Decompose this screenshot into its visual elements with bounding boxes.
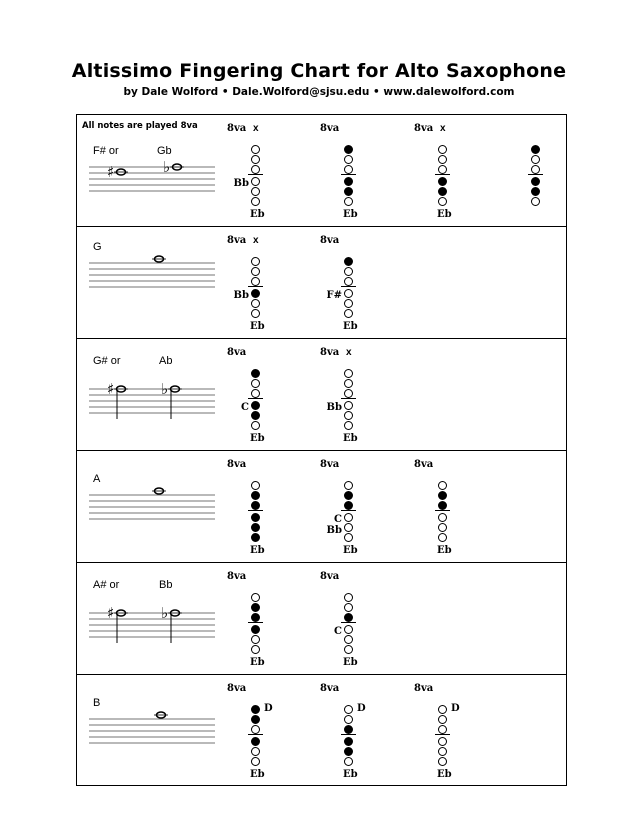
hand-divider xyxy=(341,734,356,735)
note-name-label: G xyxy=(93,241,102,253)
hand-divider xyxy=(528,174,543,175)
sharp-sign: ♯ xyxy=(107,380,115,398)
key-closed xyxy=(344,257,353,266)
note-head xyxy=(152,488,166,494)
note-head xyxy=(107,163,128,181)
alternate-key-label: Bb xyxy=(326,402,342,413)
key-open xyxy=(251,379,260,388)
key-closed xyxy=(344,177,353,186)
key-open xyxy=(438,155,447,164)
key-open xyxy=(251,747,260,756)
hand-divider xyxy=(341,622,356,623)
key-closed xyxy=(531,187,540,196)
alternate-key-label: C xyxy=(241,402,249,413)
low-key-label: Eb xyxy=(250,433,265,444)
chart-note: All notes are played 8va xyxy=(82,121,198,131)
note-row xyxy=(77,675,566,787)
key-open xyxy=(344,523,353,532)
low-key-label: Eb xyxy=(343,321,358,332)
key-closed xyxy=(251,491,260,500)
octave-marking: 8va xyxy=(320,683,340,694)
low-key-label: Eb xyxy=(343,545,358,556)
key-open xyxy=(251,757,260,766)
low-key-label: Eb xyxy=(250,545,265,556)
key-open xyxy=(344,379,353,388)
fingering-diagram xyxy=(320,571,380,671)
fingering-diagram xyxy=(414,683,474,783)
note-name-label: A xyxy=(93,473,101,485)
key-closed xyxy=(438,491,447,500)
side-key-x-mark: x xyxy=(253,235,259,246)
key-open xyxy=(344,289,353,298)
palm-key-label: D xyxy=(357,703,366,714)
hand-divider xyxy=(248,510,263,511)
key-closed xyxy=(251,613,260,622)
key-open xyxy=(344,197,353,206)
key-closed xyxy=(344,145,353,154)
key-closed xyxy=(251,369,260,378)
key-closed xyxy=(344,725,353,734)
key-closed xyxy=(251,533,260,542)
low-key-label: Eb xyxy=(250,321,265,332)
octave-marking: 8va xyxy=(320,571,340,582)
key-open xyxy=(344,267,353,276)
fingering-diagram xyxy=(507,123,567,223)
music-staff xyxy=(89,719,229,799)
note-name-label: Bb xyxy=(159,579,173,591)
key-open xyxy=(344,155,353,164)
fingering-diagram xyxy=(414,459,474,559)
low-key-label: Eb xyxy=(343,433,358,444)
key-open xyxy=(344,401,353,410)
fingering-chart xyxy=(76,114,567,786)
low-key-label: Eb xyxy=(343,209,358,220)
key-open xyxy=(251,197,260,206)
fingering-diagram xyxy=(227,459,287,559)
fingering-diagram xyxy=(414,123,474,223)
fingering-diagram xyxy=(227,683,287,783)
low-key-label: Eb xyxy=(343,657,358,668)
side-key-x-mark: x xyxy=(253,123,259,134)
octave-marking: 8va xyxy=(227,347,247,358)
key-open xyxy=(251,725,260,734)
key-closed xyxy=(344,187,353,196)
key-closed xyxy=(438,177,447,186)
note-name-label: B xyxy=(93,697,101,709)
key-closed xyxy=(251,705,260,714)
key-open xyxy=(344,309,353,318)
key-open xyxy=(344,603,353,612)
hand-divider xyxy=(248,734,263,735)
key-open xyxy=(251,145,260,154)
octave-marking: 8va xyxy=(227,571,247,582)
octave-marking: 8va xyxy=(320,235,340,246)
key-open xyxy=(251,593,260,602)
low-key-label: Eb xyxy=(437,209,452,220)
flat-sign: ♭ xyxy=(163,158,171,176)
key-closed xyxy=(344,491,353,500)
key-closed xyxy=(251,401,260,410)
alternate-key-label: Bb xyxy=(233,178,249,189)
key-open xyxy=(531,197,540,206)
key-open xyxy=(438,197,447,206)
note-row xyxy=(77,227,566,339)
key-closed xyxy=(531,145,540,154)
fingering-diagram xyxy=(320,459,380,559)
key-open xyxy=(344,421,353,430)
note-head xyxy=(154,712,168,718)
fingering-diagram xyxy=(227,123,287,223)
key-open xyxy=(438,513,447,522)
key-open xyxy=(438,757,447,766)
note-name-label: F# or xyxy=(93,145,119,157)
octave-marking: 8va xyxy=(320,347,340,358)
key-closed xyxy=(251,523,260,532)
key-open xyxy=(438,165,447,174)
fingering-diagram xyxy=(320,683,380,783)
key-open xyxy=(251,299,260,308)
fingering-diagram xyxy=(320,235,380,335)
key-open xyxy=(344,705,353,714)
key-closed xyxy=(251,411,260,420)
fingering-diagram xyxy=(320,347,380,447)
hand-divider xyxy=(248,622,263,623)
key-open xyxy=(344,299,353,308)
alternate-key-label: C Bb xyxy=(326,514,342,536)
octave-marking: 8va xyxy=(414,123,434,134)
key-open xyxy=(251,481,260,490)
hand-divider xyxy=(435,734,450,735)
key-open xyxy=(344,389,353,398)
key-open xyxy=(344,593,353,602)
key-closed xyxy=(344,613,353,622)
octave-marking: 8va xyxy=(320,123,340,134)
key-open xyxy=(251,389,260,398)
note-name-label: Gb xyxy=(157,145,172,157)
key-open xyxy=(344,635,353,644)
key-open xyxy=(251,257,260,266)
low-key-label: Eb xyxy=(250,657,265,668)
key-open xyxy=(344,165,353,174)
page-title: Altissimo Fingering Chart for Alto Saxophone xyxy=(71,60,567,82)
key-open xyxy=(344,757,353,766)
key-open xyxy=(251,645,260,654)
key-closed xyxy=(251,625,260,634)
key-open xyxy=(438,481,447,490)
low-key-label: Eb xyxy=(437,545,452,556)
note-row xyxy=(77,339,566,451)
key-open xyxy=(344,411,353,420)
key-closed xyxy=(438,187,447,196)
key-open xyxy=(251,421,260,430)
key-closed xyxy=(251,603,260,612)
key-closed xyxy=(251,501,260,510)
key-open xyxy=(438,533,447,542)
page-subtitle: by Dale Wolford • Dale.Wolford@sjsu.edu • www.dalewolford.com xyxy=(123,86,515,98)
key-closed xyxy=(251,289,260,298)
octave-marking: 8va xyxy=(414,459,434,470)
octave-marking: 8va xyxy=(227,683,247,694)
key-open xyxy=(344,715,353,724)
key-open xyxy=(344,533,353,542)
note-row xyxy=(77,563,566,675)
key-open xyxy=(251,309,260,318)
key-open xyxy=(251,277,260,286)
octave-marking: 8va xyxy=(227,123,247,134)
key-open xyxy=(344,513,353,522)
key-closed xyxy=(344,747,353,756)
key-closed xyxy=(438,501,447,510)
octave-marking: 8va xyxy=(227,235,247,246)
low-key-label: Eb xyxy=(343,769,358,780)
alternate-key-label: F# xyxy=(326,290,342,301)
hand-divider xyxy=(248,398,263,399)
side-key-x-mark: x xyxy=(346,347,352,358)
octave-marking: 8va xyxy=(227,459,247,470)
key-open xyxy=(344,369,353,378)
hand-divider xyxy=(341,174,356,175)
key-open xyxy=(251,155,260,164)
key-open xyxy=(251,177,260,186)
palm-key-label: D xyxy=(451,703,460,714)
note-name-label: A# or xyxy=(93,579,120,591)
key-open xyxy=(438,737,447,746)
key-closed xyxy=(531,177,540,186)
alternate-key-label: Bb xyxy=(233,290,249,301)
key-open xyxy=(438,715,447,724)
key-open xyxy=(251,165,260,174)
low-key-label: Eb xyxy=(437,769,452,780)
key-closed xyxy=(251,513,260,522)
key-open xyxy=(531,155,540,164)
key-open xyxy=(344,277,353,286)
sharp-sign: ♯ xyxy=(107,604,115,622)
key-open xyxy=(438,705,447,714)
key-open xyxy=(438,145,447,154)
fingering-diagram xyxy=(227,571,287,671)
low-key-label: Eb xyxy=(250,209,265,220)
key-closed xyxy=(251,737,260,746)
fingering-diagram xyxy=(227,235,287,335)
flat-sign: ♭ xyxy=(161,380,169,398)
flat-sign: ♭ xyxy=(161,604,169,622)
palm-key-label: D xyxy=(264,703,273,714)
hand-divider xyxy=(341,286,356,287)
sharp-sign: ♯ xyxy=(107,163,115,181)
alternate-key-label: C xyxy=(334,626,342,637)
note-row xyxy=(77,451,566,563)
key-open xyxy=(251,635,260,644)
key-open xyxy=(438,725,447,734)
octave-marking: 8va xyxy=(320,459,340,470)
fingering-diagram xyxy=(227,347,287,447)
hand-divider xyxy=(341,398,356,399)
key-closed xyxy=(344,501,353,510)
key-open xyxy=(531,165,540,174)
key-open xyxy=(438,747,447,756)
key-open xyxy=(344,625,353,634)
note-name-label: Ab xyxy=(159,355,173,367)
side-key-x-mark: x xyxy=(440,123,446,134)
key-closed xyxy=(344,737,353,746)
hand-divider xyxy=(435,510,450,511)
key-open xyxy=(344,645,353,654)
octave-marking: 8va xyxy=(414,683,434,694)
hand-divider xyxy=(341,510,356,511)
hand-divider xyxy=(248,174,263,175)
key-open xyxy=(344,481,353,490)
music-staff xyxy=(89,263,229,343)
key-open xyxy=(251,187,260,196)
key-open xyxy=(251,267,260,276)
hand-divider xyxy=(435,174,450,175)
note-row xyxy=(77,115,566,227)
note-name-label: G# or xyxy=(93,355,121,367)
low-key-label: Eb xyxy=(250,769,265,780)
hand-divider xyxy=(248,286,263,287)
fingering-diagram xyxy=(320,123,380,223)
note-head xyxy=(152,256,166,262)
key-open xyxy=(438,523,447,532)
key-closed xyxy=(251,715,260,724)
